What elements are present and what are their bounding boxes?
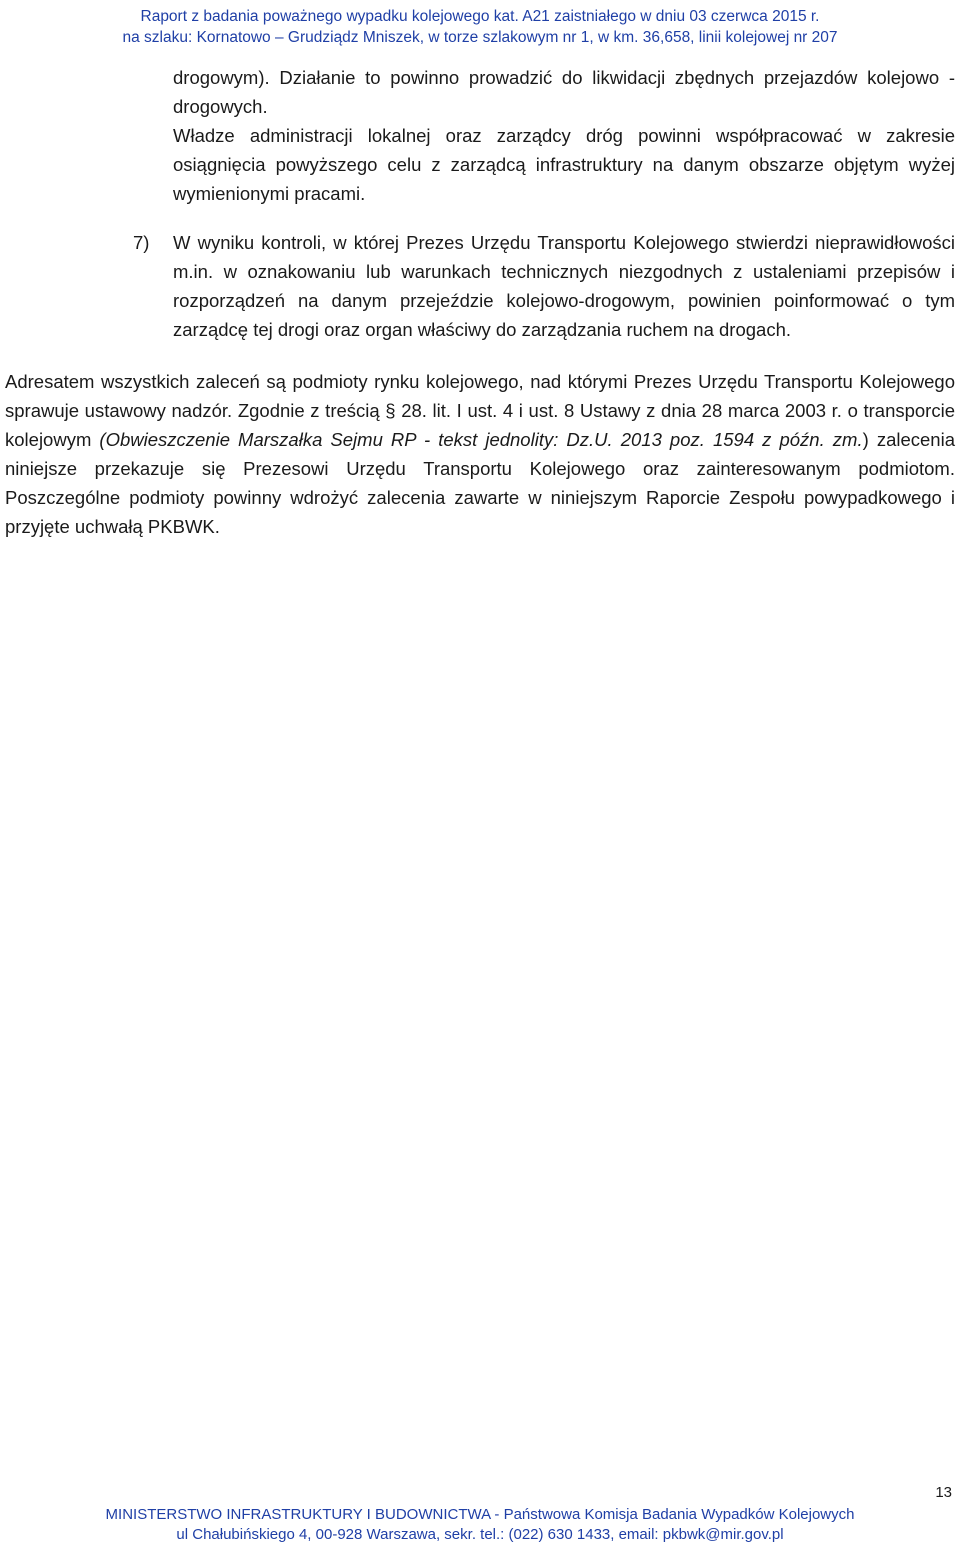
page-footer [0,1505,960,1545]
header-title-line: Raport z badania poważnego wypadku kolejowego kat. A21 zaistniałego w dniu 03 czerwca 2015 r. [140,8,820,25]
page-header [0,6,960,48]
recommendation-item-7 [133,228,955,344]
continued-paragraph-2: Władze administracji lokalnej oraz zarządcy dróg powinni współpracować w zakresie osiągnięcia powyższego celu z zarządcą infrastruktury na danym obszarze objętym wyżej wymienionymi pracami. [173,125,955,204]
addressees-text-a: Adresatem wszystkich zaleceń są podmioty rynku kolejowego, nad którymi Prezes Urzędu Transportu Kolejowego sprawuje ustawowy nadzór. Zgodnie z treścią § 28. lit. I ust. 4 i ust. 8 Ustawy z dnia 28 marca 2003 r. o transporcie kolejowym [5,371,955,450]
document-body [0,63,960,541]
page-number: 13 [935,1484,952,1501]
legal-reference-italic: (Obwieszczenie Marszałka Sejmu RP - tekst jednolity: Dz.U. 2013 poz. 1594 z późn. zm. [99,429,863,450]
item-text: W wyniku kontroli, w której Prezes Urzędu Transportu Kolejowego stwierdzi nieprawidłowości m.in. w oznakowaniu lub warunkach technicznych niezgodnych z ustaleniami przepisów i rozporządzeń na danym przejeździe kolejowo-drogowym, powinien poinformować o tym zarządcę tej drogi oraz organ właściwy do zarządzania ruchem na drogach. [173,232,955,340]
addressees-paragraph [5,367,955,541]
continued-paragraph-1: drogowym). Działanie to powinno prowadzić do likwidacji zbędnych przejazdów kolejowo - drogowych. [173,67,955,117]
item-number: 7) [133,232,150,253]
header-location-line: na szlaku: Kornatowo – Grudziądz Mniszek, w torze szlakowym nr 1, w km. 36,658, linii kolejowej nr 207 [122,29,838,46]
footer-institution-line: MINISTERSTWO INFRASTRUKTURY I BUDOWNICTWA - Państwowa Komisja Badania Wypadków Kolejowych [105,1506,855,1523]
addressees-text-b: ) zalecenia niniejsze przekazuje się Prezesowi Urzędu Transportu Kolejowego oraz zainteresowanym podmiotom. Poszczególne podmioty powinny wdrożyć zalecenia zawarte w niniejszym Raporcie Zespołu powypadkowego i przyjęte uchwałą PKBWK. [5,429,955,537]
footer-address-line: ul Chałubińskiego 4, 00-928 Warszawa, sekr. tel.: (022) 630 1433, email: pkbwk@mir.gov.pl [176,1526,784,1543]
